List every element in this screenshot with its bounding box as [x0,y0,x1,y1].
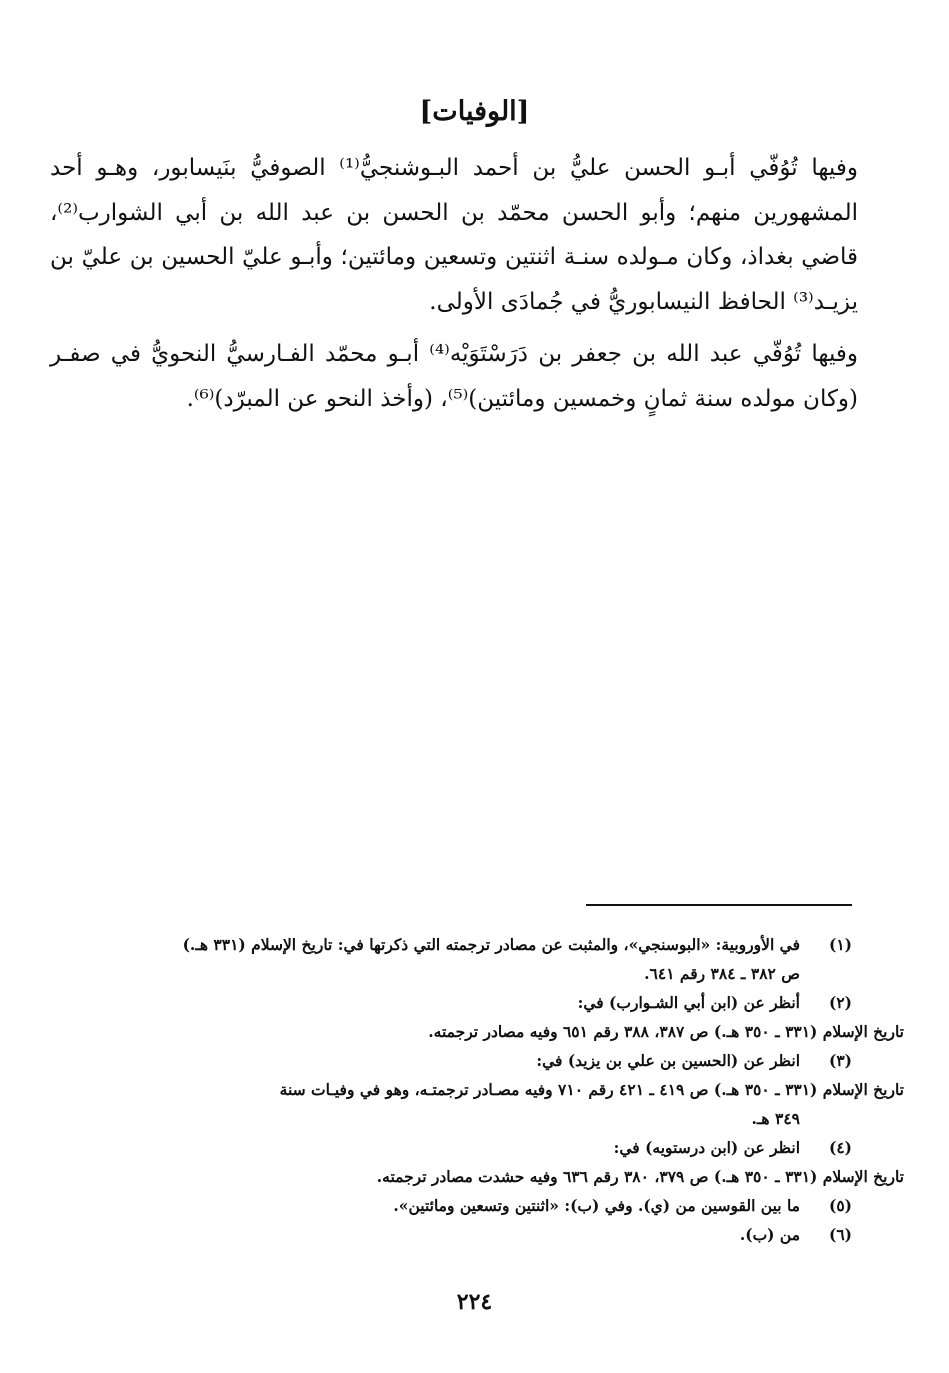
footnote-text: تاريخ الإسلام (٣٣١ ـ ٣٥٠ هـ.) ص ٤١٩ ـ ٤٢١ رقم ٧١٠ وفيه مصـادر ترجمتـه، وهو في وفيـات سنة [279,1080,904,1099]
paragraph-1: وفيها تُوُفّي أبـو الحسن عليُّ بن أحمد البـوشنجيُّ⁽¹⁾ الصوفيُّ بنَيسابور، وهـو أحد المشهورين منهم؛ وأبو الحسن محمّد بن الحسن بن عبد الله بن أبي الشوارب⁽²⁾، قاضي بغداذ، وكان مـولده سنـة اثنتين وتسعين ومائتين؛ وأبـو عليّ الحسين بن عليّ بن يزيـد⁽³⁾ الحافظ النيسابوريُّ في جُمادَى الأولى. [50,155,858,315]
footnote-text: انظر عن (الحسين بن علي بن يزيد) في: [536,1051,800,1070]
footnote-number: (٦) [828,1225,852,1244]
paragraph-2: وفيها تُوُفّي عبد الله بن جعفر بن دَرَسْتَوَيْه⁽⁴⁾ أبـو محمّد الفـارسيُّ النحويُّ في صفـر (وكان مولده سنة ثمانٍ وخمسين ومائتين)⁽⁵⁾، (وأخذ النحو عن المبرّد)⁽⁶⁾. [50,341,859,412]
footnote-text: ص ٣٨٢ ـ ٣٨٤ رقم ٦٤١. [644,964,800,983]
footnote-text: أنظر عن (ابن أبي الشـوارب) في: [577,993,800,1012]
main-text [50,146,858,429]
footnote-text: ٣٤٩ هـ. [751,1109,800,1128]
footnote-separator [586,904,852,906]
page-number: ٢٢٤ [456,1289,493,1315]
footnote-text: ما بين القوسين من (ي). وفي (ب): «اثنتين وتسعين ومائتين». [393,1196,800,1215]
footnote-4 [48,1133,904,1191]
footnote-2 [48,988,904,1046]
footnote-1 [48,930,852,988]
footnotes [48,930,904,1249]
footnote-text: انظر عن (ابن درستويه) في: [613,1138,800,1157]
footnote-number: (٤) [828,1138,852,1157]
footnote-number: (١) [828,935,852,954]
footnote-5 [48,1191,852,1220]
footnote-text: من (ب). [739,1225,800,1244]
footnote-number: (٣) [828,1051,852,1070]
footnote-text: تاريخ الإسلام (٣٣١ ـ ٣٥٠ هـ.) ص ٣٨٧، ٣٨٨ رقم ٦٥١ وفيه مصادر ترجمته. [428,1022,904,1041]
footnote-6 [48,1220,852,1249]
footnote-number: (٥) [828,1196,852,1215]
section-title: [الوفيات] [419,96,530,127]
footnote-text: تاريخ الإسلام (٣٣١ ـ ٣٥٠ هـ.) ص ٣٧٩، ٣٨٠ رقم ٦٣٦ وفيه حشدت مصادر ترجمته. [376,1167,904,1186]
footnote-3 [48,1046,904,1133]
footnote-text: في الأوروبية: «البوسنجي»، والمثبت عن مصادر ترجمته التي ذكرتها في: تاريخ الإسلام (٣٣١ هـ.) [182,935,800,954]
footnote-number: (٢) [828,993,852,1012]
